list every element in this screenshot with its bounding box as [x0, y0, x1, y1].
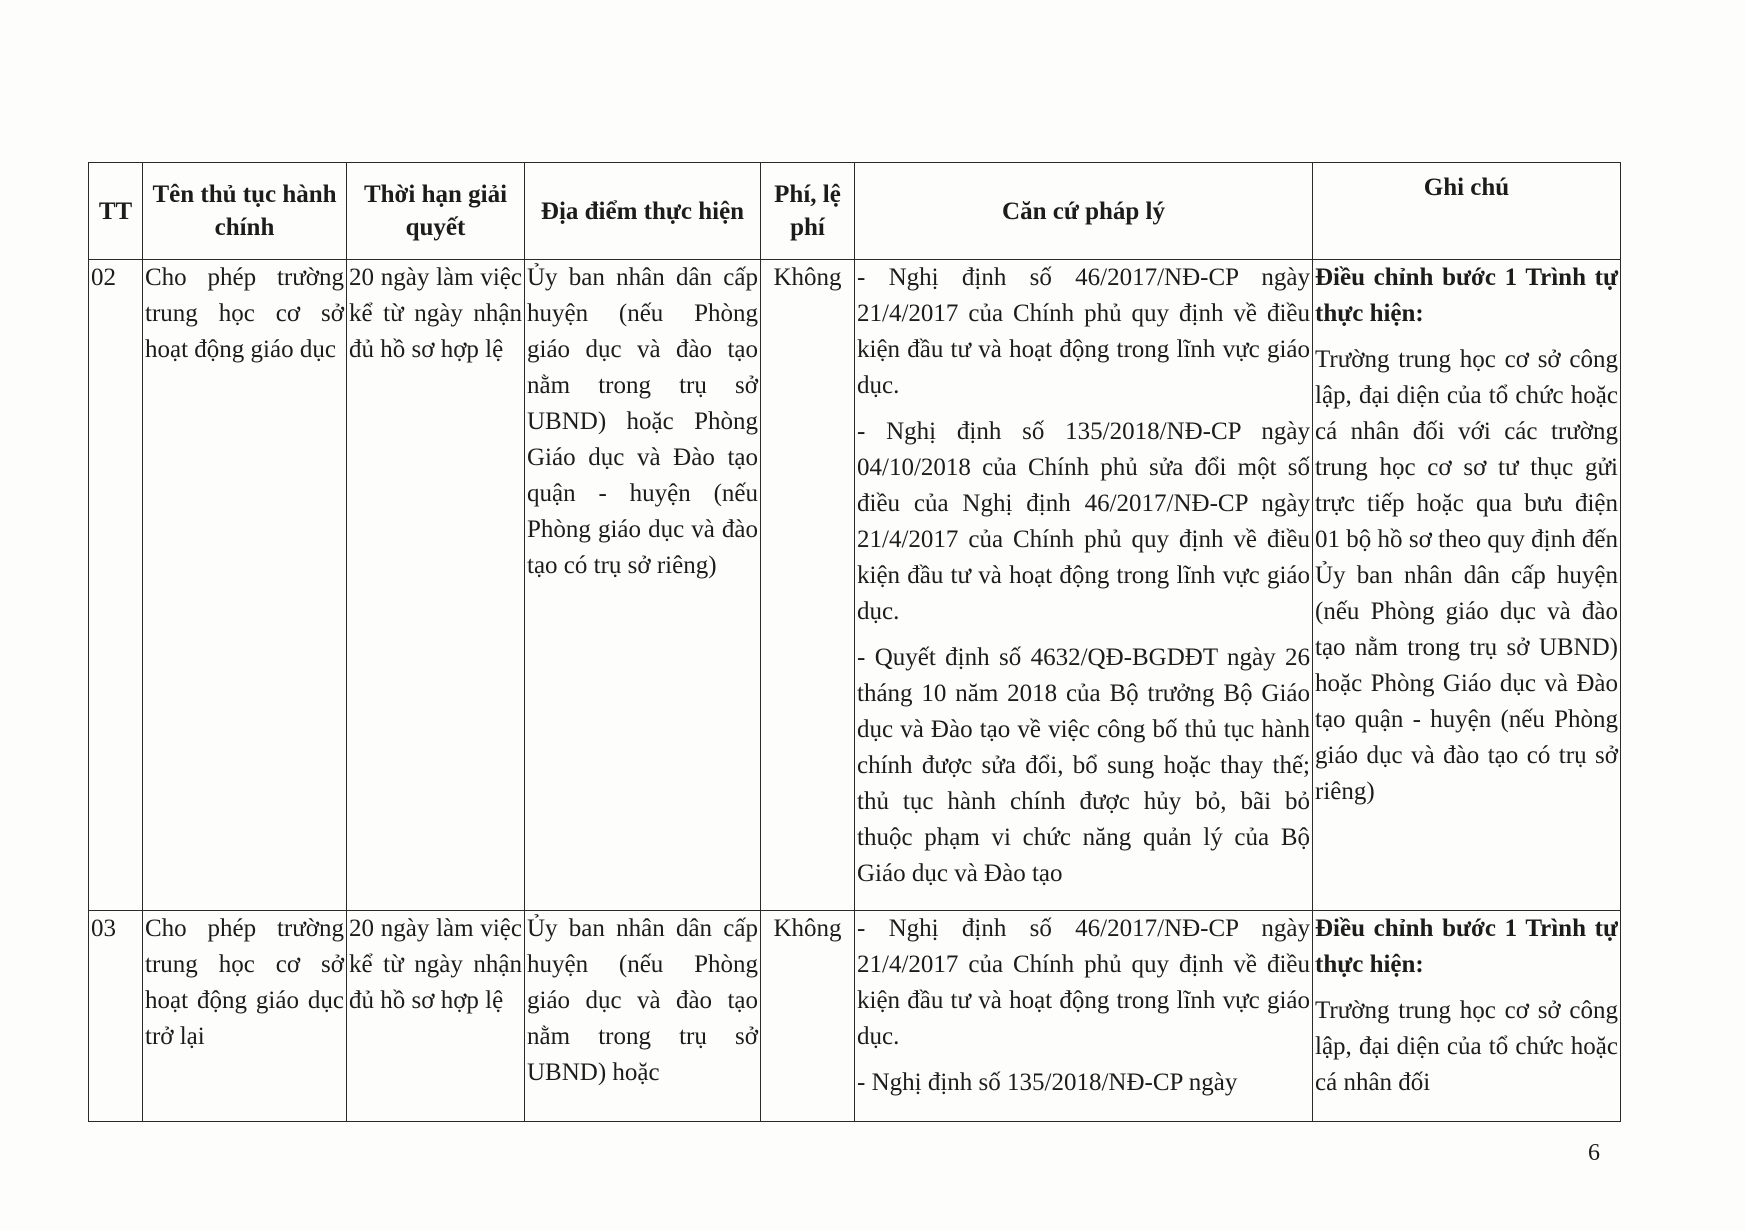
header-fee: Phí, lệ phí	[761, 163, 855, 260]
procedure-table	[88, 162, 1621, 1122]
header-processing-time: Thời hạn giải quyết	[347, 163, 525, 260]
cell-legal-basis	[855, 260, 1313, 911]
cell-procedure-name: Cho phép trường trung học cơ sở hoạt động giáo dục trở lại	[143, 911, 347, 1122]
legal-item: - Nghị định số 46/2017/NĐ-CP ngày 21/4/2017 của Chính phủ quy định về điều kiện đầu tư và hoạt động trong lĩnh vực giáo dục.	[857, 264, 1310, 399]
note-text: Trường trung học cơ sở công lập, đại diện của tổ chức hoặc cá nhân đối	[1315, 997, 1618, 1096]
note-text: Trường trung học cơ sở công lập, đại diện của tổ chức hoặc cá nhân đối với các trường trung học cơ sơ tư thục gửi trực tiếp hoặc qua bưu điện 01 bộ hồ sơ theo quy định đến Ủy ban nhân dân cấp huyện (nếu Phòng giáo dục và đào tạo nằm trong trụ sở UBND) hoặc Phòng Giáo dục và Đào tạo quận - huyện (nếu Phòng giáo dục và đào tạo có trụ sở riêng)	[1315, 346, 1618, 805]
legal-item: - Nghị định số 135/2018/NĐ-CP ngày	[857, 1069, 1238, 1096]
cell-legal-basis	[855, 911, 1313, 1122]
header-procedure-name: Tên thủ tục hành chính	[143, 163, 347, 260]
cell-fee: Không	[761, 260, 855, 911]
cell-processing-time: 20 ngày làm việc kể từ ngày nhận đủ hồ sơ hợp lệ	[347, 911, 525, 1122]
legal-item: - Quyết định số 4632/QĐ-BGDĐT ngày 26 tháng 10 năm 2018 của Bộ trưởng Bộ Giáo dục và Đào tạo về việc công bố thủ tục hành chính được sửa đổi, bổ sung hoặc thay thế; thủ tục hành chính được hủy bỏ, bãi bỏ thuộc phạm vi chức năng quản lý của Bộ Giáo dục và Đào tạo	[857, 644, 1310, 887]
cell-note	[1313, 911, 1621, 1122]
table-row	[89, 260, 1621, 911]
header-note: Ghi chú	[1313, 163, 1621, 260]
table-header-row	[89, 163, 1621, 260]
cell-procedure-name: Cho phép trường trung học cơ sở hoạt động giáo dục	[143, 260, 347, 911]
table-row	[89, 911, 1621, 1122]
note-title: Điều chỉnh bước 1 Trình tự thực hiện:	[1315, 264, 1618, 327]
header-legal-basis: Căn cứ pháp lý	[855, 163, 1313, 260]
legal-item: - Nghị định số 46/2017/NĐ-CP ngày 21/4/2017 của Chính phủ quy định về điều kiện đầu tư và hoạt động trong lĩnh vực giáo dục.	[857, 915, 1310, 1050]
cell-tt: 02	[89, 260, 143, 911]
page-number: 6	[1588, 1140, 1600, 1166]
cell-tt: 03	[89, 911, 143, 1122]
cell-location: Ủy ban nhân dân cấp huyện (nếu Phòng giáo dục và đào tạo nằm trong trụ sở UBND) hoặc	[525, 911, 761, 1122]
note-title: Điều chỉnh bước 1 Trình tự thực hiện:	[1315, 915, 1618, 978]
cell-location: Ủy ban nhân dân cấp huyện (nếu Phòng giáo dục và đào tạo nằm trong trụ sở UBND) hoặc Phòng Giáo dục và Đào tạo quận - huyện (nếu Phòng giáo dục và đào tạo có trụ sở riêng)	[525, 260, 761, 911]
cell-processing-time: 20 ngày làm việc kể từ ngày nhận đủ hồ sơ hợp lệ	[347, 260, 525, 911]
cell-fee: Không	[761, 911, 855, 1122]
legal-item: - Nghị định số 135/2018/NĐ-CP ngày 04/10/2018 của Chính phủ sửa đổi một số điều của Nghị định 46/2017/NĐ-CP ngày 21/4/2017 của Chính phủ quy định về điều kiện đầu tư và hoạt động trong lĩnh vực giáo dục.	[857, 418, 1310, 625]
cell-note	[1313, 260, 1621, 911]
header-tt: TT	[89, 163, 143, 260]
header-location: Địa điểm thực hiện	[525, 163, 761, 260]
